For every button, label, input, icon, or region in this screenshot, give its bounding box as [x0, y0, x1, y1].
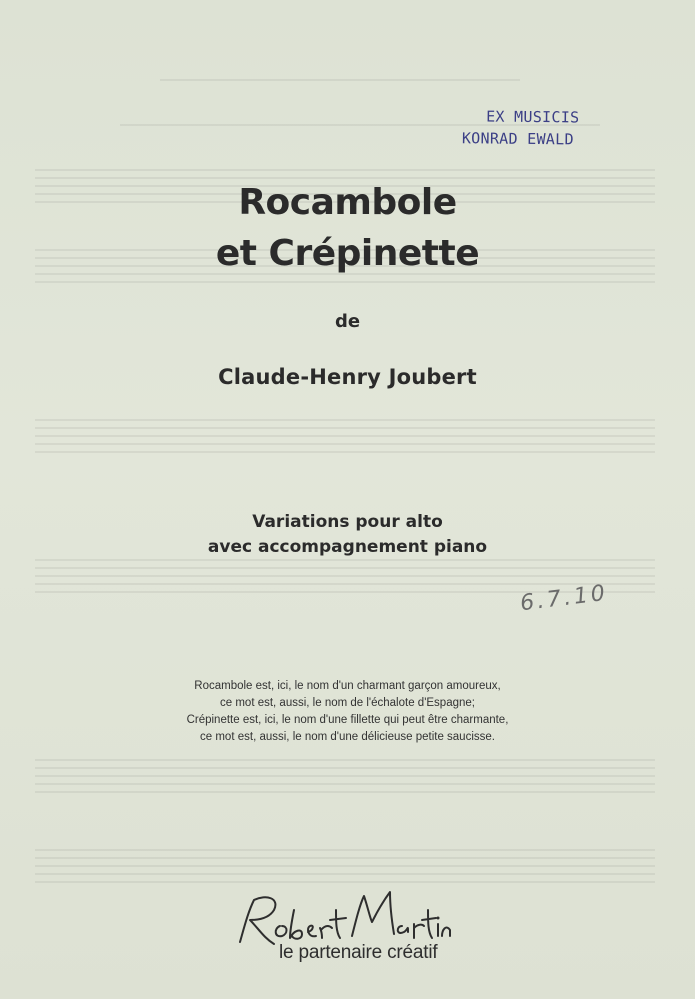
- stamp-line-2: KONRAD EWALD: [461, 129, 574, 149]
- composer-name: Claude-Henry Joubert: [218, 365, 477, 389]
- publisher-tagline: le partenaire créatif: [279, 942, 438, 963]
- by-label: de: [334, 311, 361, 332]
- title-line-1: Rocambole: [238, 182, 457, 223]
- poem-text: [0, 678, 695, 746]
- ownership-stamp: [462, 105, 612, 151]
- poem-line-2: ce mot est, aussi, le nom de l'échalote d'Espagne;: [220, 697, 475, 709]
- title-line-2: et Crépinette: [215, 233, 480, 274]
- subtitle-line-1: Variations pour alto: [252, 512, 443, 532]
- poem-line-1: Rocambole est, ici, le nom d'un charmant garçon amoureux,: [194, 680, 501, 692]
- logo-dot: [437, 917, 440, 920]
- subtitle-line-2: avec accompagnement piano: [207, 537, 488, 557]
- poem-line-3: Crépinette est, ici, le nom d'une fillette qui peut être charmante,: [186, 714, 509, 726]
- publisher-logo-signature: [222, 880, 452, 980]
- poem-line-4: ce mot est, aussi, le nom d'une délicieuse petite saucisse.: [200, 731, 495, 743]
- stamp-line-1: EX MUSICIS: [486, 107, 580, 127]
- handwritten-date: 6.7.10: [518, 580, 610, 617]
